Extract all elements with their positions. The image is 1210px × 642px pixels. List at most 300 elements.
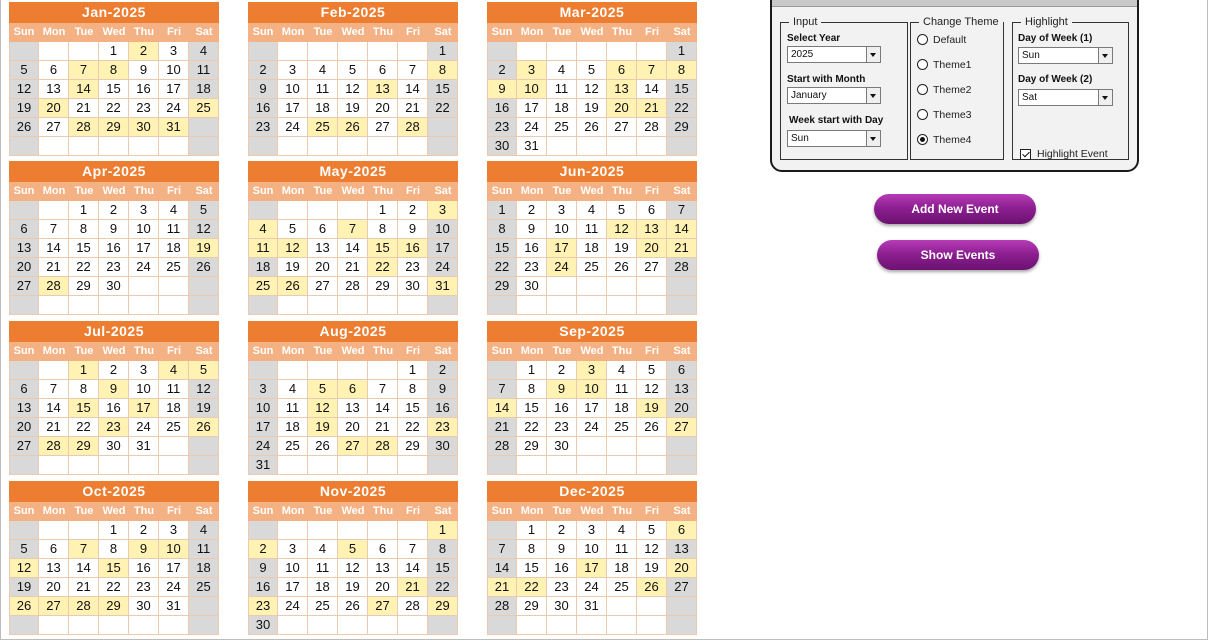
day-cell: 27	[667, 418, 697, 437]
day-cell: 7	[487, 540, 517, 559]
day-cell: 7	[69, 540, 99, 559]
day-cell: 30	[398, 277, 428, 296]
empty-day-cell	[577, 456, 607, 475]
day-cell: 3	[428, 201, 458, 220]
day-cell: 5	[338, 61, 368, 80]
add-new-event-button[interactable]: Add New Event	[874, 194, 1036, 224]
day-cell: 7	[39, 380, 69, 399]
weekday-label: Sun	[491, 345, 513, 357]
weekday-label: Mon	[520, 185, 544, 197]
empty-day-cell	[487, 521, 517, 540]
empty-day-cell	[577, 616, 607, 635]
day-cell: 18	[577, 239, 607, 258]
day-cell: 23	[547, 418, 577, 437]
day-cell: 5	[189, 361, 219, 380]
day-cell: 10	[129, 380, 159, 399]
weekday-label: Fri	[644, 185, 660, 197]
day-cell: 26	[9, 597, 39, 616]
day-cell: 7	[667, 201, 697, 220]
day-cell: 26	[9, 118, 39, 137]
day-cell: 16	[547, 559, 577, 578]
day-cell: 19	[338, 99, 368, 118]
weekday-label: Wed	[341, 345, 365, 357]
chevron-down-icon[interactable]	[866, 47, 880, 62]
day-cell: 6	[368, 540, 398, 559]
day-cell: 3	[278, 61, 308, 80]
empty-day-cell	[338, 296, 368, 315]
day-cell: 4	[159, 361, 189, 380]
weekday-label: Mon	[42, 26, 66, 38]
day-cell: 25	[547, 118, 577, 137]
day-cell: 14	[487, 399, 517, 418]
weekday-label: Fri	[405, 345, 421, 357]
day-cell: 3	[278, 540, 308, 559]
day-cell: 21	[338, 258, 368, 277]
empty-day-cell	[607, 137, 637, 156]
day-cell: 18	[308, 578, 338, 597]
weekday-label: Tue	[74, 26, 94, 38]
day-cell: 4	[189, 42, 219, 61]
weekday-header	[248, 342, 458, 361]
day-cell: 10	[278, 80, 308, 99]
day-cell: 6	[39, 61, 69, 80]
empty-day-cell	[368, 456, 398, 475]
day-cell: 10	[159, 61, 189, 80]
day-cell: 24	[248, 437, 278, 456]
day-cell: 21	[69, 578, 99, 597]
weekday-label: Tue	[74, 505, 94, 517]
empty-day-cell	[159, 296, 189, 315]
chevron-down-icon[interactable]	[866, 88, 880, 103]
weekday-label: Sun	[252, 185, 274, 197]
day-cell: 16	[517, 239, 547, 258]
day-cell: 11	[159, 380, 189, 399]
day-cell: 16	[248, 99, 278, 118]
day-cell: 23	[547, 578, 577, 597]
weekday-label: Mon	[520, 26, 544, 38]
weekday-header	[487, 182, 697, 201]
day-cell: 27	[338, 437, 368, 456]
day-cell: 24	[577, 578, 607, 597]
day-cell: 27	[637, 258, 667, 277]
start-month-dropdown[interactable]	[787, 87, 881, 104]
chevron-down-icon[interactable]	[1098, 90, 1112, 105]
day-cell: 10	[278, 559, 308, 578]
day-cell: 8	[368, 220, 398, 239]
highlight-group	[1012, 16, 1129, 160]
day-cell: 5	[9, 61, 39, 80]
weekday-label: Wed	[580, 26, 604, 38]
day-cell: 12	[607, 220, 637, 239]
day-cell: 27	[607, 118, 637, 137]
day-cell: 2	[99, 361, 129, 380]
chevron-down-icon[interactable]	[866, 131, 880, 146]
empty-day-cell	[607, 277, 637, 296]
day-cell: 17	[278, 578, 308, 597]
weekday-label: Thu	[611, 185, 633, 197]
day-cell: 30	[547, 437, 577, 456]
highlight-event-label: Highlight Event	[1037, 148, 1108, 160]
theme-option-label: Theme4	[933, 134, 972, 146]
empty-day-cell	[547, 616, 577, 635]
empty-day-cell	[39, 456, 69, 475]
weekday-label: Sun	[491, 26, 513, 38]
empty-day-cell	[248, 42, 278, 61]
chevron-down-icon[interactable]	[1098, 48, 1112, 63]
empty-day-cell	[9, 201, 39, 220]
empty-day-cell	[398, 296, 428, 315]
day-cell: 20	[9, 258, 39, 277]
weekday-label: Wed	[341, 185, 365, 197]
month-calendar	[9, 481, 219, 635]
day-cell: 7	[338, 220, 368, 239]
highlight-event-checkbox[interactable]	[1020, 149, 1031, 160]
select-year-dropdown[interactable]	[787, 46, 881, 63]
empty-day-cell	[338, 456, 368, 475]
empty-day-cell	[278, 137, 308, 156]
week-start-value: Sun	[791, 133, 809, 144]
weekday-header	[9, 182, 219, 201]
day-cell: 2	[547, 361, 577, 380]
weekday-label: Tue	[313, 26, 333, 38]
day-cell: 16	[129, 559, 159, 578]
day-cell: 17	[129, 239, 159, 258]
day-cell: 18	[189, 80, 219, 99]
day-cell: 31	[517, 137, 547, 156]
show-events-button[interactable]: Show Events	[877, 240, 1039, 270]
empty-day-cell	[129, 616, 159, 635]
day-cell: 28	[39, 437, 69, 456]
radio-button[interactable]	[917, 134, 928, 145]
day-cell: 9	[547, 380, 577, 399]
day-cell: 9	[248, 559, 278, 578]
empty-day-cell	[667, 437, 697, 456]
day-cell: 9	[547, 540, 577, 559]
empty-day-cell	[547, 42, 577, 61]
day-grid	[9, 42, 219, 156]
empty-day-cell	[189, 296, 219, 315]
day-cell: 24	[159, 99, 189, 118]
weekday-label: Sat	[434, 345, 452, 357]
weekday-label: Thu	[611, 505, 633, 517]
empty-day-cell	[159, 137, 189, 156]
day-cell: 8	[69, 380, 99, 399]
day-cell: 12	[308, 399, 338, 418]
day-cell: 15	[99, 559, 129, 578]
day-cell: 24	[129, 418, 159, 437]
empty-day-cell	[607, 437, 637, 456]
empty-day-cell	[607, 42, 637, 61]
day-cell: 23	[428, 418, 458, 437]
day-cell: 27	[308, 277, 338, 296]
weekday-label: Fri	[405, 505, 421, 517]
day-cell: 7	[368, 380, 398, 399]
day-cell: 14	[667, 220, 697, 239]
empty-day-cell	[667, 456, 697, 475]
empty-day-cell	[278, 616, 308, 635]
day-cell: 20	[39, 99, 69, 118]
day-cell: 27	[368, 597, 398, 616]
day-grid	[9, 361, 219, 475]
day-cell: 16	[487, 99, 517, 118]
day-cell: 16	[99, 399, 129, 418]
day-cell: 15	[69, 239, 99, 258]
empty-day-cell	[428, 296, 458, 315]
empty-day-cell	[248, 296, 278, 315]
weekday-label: Sat	[195, 505, 213, 517]
day-cell: 24	[577, 418, 607, 437]
day-cell: 20	[338, 418, 368, 437]
empty-day-cell	[667, 296, 697, 315]
weekday-label: Sat	[434, 505, 452, 517]
day-cell: 17	[159, 80, 189, 99]
weekday-label: Sun	[13, 345, 35, 357]
empty-day-cell	[69, 42, 99, 61]
day-cell: 24	[547, 258, 577, 277]
day-cell: 1	[667, 42, 697, 61]
day-cell: 4	[547, 61, 577, 80]
empty-day-cell	[368, 616, 398, 635]
dow2-value: Sat	[1022, 92, 1038, 103]
empty-day-cell	[517, 42, 547, 61]
month-calendar	[487, 2, 697, 156]
empty-day-cell	[129, 137, 159, 156]
day-cell: 9	[129, 540, 159, 559]
empty-day-cell	[338, 42, 368, 61]
month-title: Dec-2025	[487, 481, 697, 502]
day-cell: 14	[637, 80, 667, 99]
day-cell: 14	[69, 559, 99, 578]
day-cell: 20	[9, 418, 39, 437]
day-cell: 13	[308, 239, 338, 258]
day-cell: 9	[99, 380, 129, 399]
day-cell: 22	[69, 258, 99, 277]
empty-day-cell	[368, 296, 398, 315]
day-cell: 9	[129, 61, 159, 80]
day-cell: 19	[637, 559, 667, 578]
day-cell: 4	[159, 201, 189, 220]
weekday-label: Mon	[281, 185, 305, 197]
day-cell: 29	[517, 597, 547, 616]
empty-day-cell	[368, 42, 398, 61]
day-cell: 26	[308, 437, 338, 456]
day-cell: 23	[99, 258, 129, 277]
empty-day-cell	[99, 296, 129, 315]
day-cell: 25	[189, 99, 219, 118]
day-cell: 6	[368, 61, 398, 80]
day-cell: 3	[159, 521, 189, 540]
day-cell: 10	[577, 380, 607, 399]
day-cell: 21	[398, 99, 428, 118]
day-cell: 17	[577, 559, 607, 578]
dow2-dropdown[interactable]	[1018, 89, 1113, 106]
day-cell: 26	[637, 418, 667, 437]
day-cell: 12	[9, 80, 39, 99]
radio-button[interactable]	[917, 109, 928, 120]
empty-day-cell	[517, 296, 547, 315]
radio-button[interactable]	[917, 84, 928, 95]
empty-day-cell	[9, 42, 39, 61]
week-start-dropdown[interactable]	[787, 130, 881, 147]
day-cell: 12	[338, 80, 368, 99]
day-cell: 3	[577, 361, 607, 380]
day-cell: 27	[9, 277, 39, 296]
empty-day-cell	[637, 437, 667, 456]
day-cell: 12	[637, 380, 667, 399]
weekday-label: Tue	[552, 26, 572, 38]
day-cell: 28	[338, 277, 368, 296]
month-title: Sep-2025	[487, 321, 697, 342]
day-cell: 8	[428, 61, 458, 80]
radio-button[interactable]	[917, 34, 928, 45]
day-cell: 23	[517, 258, 547, 277]
empty-day-cell	[338, 201, 368, 220]
weekday-label: Wed	[102, 185, 126, 197]
start-month-label: Start with Month	[787, 74, 866, 85]
weekday-label: Sat	[673, 345, 691, 357]
day-cell: 24	[129, 258, 159, 277]
day-cell: 25	[607, 418, 637, 437]
theme-group-title: Change Theme	[919, 15, 1003, 29]
weekday-header	[487, 342, 697, 361]
empty-day-cell	[159, 277, 189, 296]
day-cell: 23	[129, 99, 159, 118]
day-cell: 25	[159, 418, 189, 437]
day-cell: 3	[517, 61, 547, 80]
day-cell: 19	[308, 418, 338, 437]
day-cell: 3	[159, 42, 189, 61]
empty-day-cell	[667, 137, 697, 156]
empty-day-cell	[517, 456, 547, 475]
day-cell: 31	[428, 277, 458, 296]
day-cell: 30	[129, 118, 159, 137]
empty-day-cell	[159, 616, 189, 635]
day-cell: 24	[517, 118, 547, 137]
empty-day-cell	[278, 456, 308, 475]
weekday-label: Wed	[341, 26, 365, 38]
day-cell: 8	[517, 540, 547, 559]
day-cell: 19	[577, 99, 607, 118]
day-cell: 28	[398, 597, 428, 616]
day-cell: 10	[517, 80, 547, 99]
empty-day-cell	[69, 456, 99, 475]
empty-day-cell	[667, 616, 697, 635]
empty-day-cell	[637, 42, 667, 61]
weekday-label: Thu	[611, 345, 633, 357]
dow1-dropdown[interactable]	[1018, 47, 1113, 64]
day-cell: 2	[517, 201, 547, 220]
empty-day-cell	[368, 521, 398, 540]
day-cell: 11	[278, 399, 308, 418]
day-cell: 29	[69, 437, 99, 456]
weekday-label: Wed	[580, 345, 604, 357]
day-cell: 20	[368, 578, 398, 597]
radio-button[interactable]	[917, 59, 928, 70]
empty-day-cell	[577, 296, 607, 315]
empty-day-cell	[368, 361, 398, 380]
empty-day-cell	[248, 521, 278, 540]
day-cell: 6	[637, 201, 667, 220]
weekday-label: Thu	[372, 185, 394, 197]
select-year-value: 2025	[791, 49, 814, 60]
day-cell: 15	[428, 559, 458, 578]
empty-day-cell	[308, 456, 338, 475]
weekday-label: Sun	[252, 345, 274, 357]
empty-day-cell	[9, 361, 39, 380]
empty-day-cell	[69, 296, 99, 315]
day-cell: 5	[577, 61, 607, 80]
day-cell: 5	[637, 361, 667, 380]
day-cell: 20	[637, 239, 667, 258]
day-cell: 6	[39, 540, 69, 559]
day-cell: 28	[69, 118, 99, 137]
input-group	[780, 16, 908, 160]
empty-day-cell	[398, 521, 428, 540]
empty-day-cell	[338, 361, 368, 380]
day-cell: 6	[9, 380, 39, 399]
empty-day-cell	[278, 201, 308, 220]
day-cell: 21	[667, 239, 697, 258]
weekday-label: Tue	[552, 185, 572, 197]
month-title: Apr-2025	[9, 161, 219, 182]
day-cell: 10	[547, 220, 577, 239]
empty-day-cell	[487, 361, 517, 380]
weekday-label: Fri	[166, 505, 182, 517]
weekday-label: Thu	[133, 345, 155, 357]
day-cell: 25	[248, 277, 278, 296]
day-cell: 15	[398, 399, 428, 418]
day-cell: 9	[517, 220, 547, 239]
day-cell: 27	[667, 578, 697, 597]
day-cell: 10	[248, 399, 278, 418]
day-cell: 21	[39, 258, 69, 277]
empty-day-cell	[248, 201, 278, 220]
weekday-header	[248, 23, 458, 42]
empty-day-cell	[308, 137, 338, 156]
day-cell: 13	[39, 559, 69, 578]
empty-day-cell	[189, 437, 219, 456]
day-cell: 26	[338, 597, 368, 616]
day-cell: 19	[338, 578, 368, 597]
day-cell: 20	[368, 99, 398, 118]
day-cell: 27	[9, 437, 39, 456]
day-grid	[487, 361, 697, 475]
empty-day-cell	[99, 137, 129, 156]
day-cell: 17	[577, 399, 607, 418]
day-cell: 20	[667, 399, 697, 418]
day-cell: 7	[487, 380, 517, 399]
day-cell: 23	[398, 258, 428, 277]
day-cell: 21	[487, 578, 517, 597]
month-calendar	[248, 321, 458, 475]
empty-day-cell	[99, 616, 129, 635]
day-cell: 8	[99, 540, 129, 559]
day-cell: 14	[368, 399, 398, 418]
day-cell: 11	[577, 220, 607, 239]
weekday-label: Sun	[252, 505, 274, 517]
day-cell: 26	[189, 418, 219, 437]
day-cell: 17	[159, 559, 189, 578]
day-cell: 30	[248, 616, 278, 635]
empty-day-cell	[69, 521, 99, 540]
day-cell: 15	[517, 399, 547, 418]
day-cell: 16	[248, 578, 278, 597]
day-cell: 23	[248, 118, 278, 137]
day-cell: 12	[577, 80, 607, 99]
day-cell: 20	[308, 258, 338, 277]
empty-day-cell	[39, 521, 69, 540]
empty-day-cell	[667, 277, 697, 296]
